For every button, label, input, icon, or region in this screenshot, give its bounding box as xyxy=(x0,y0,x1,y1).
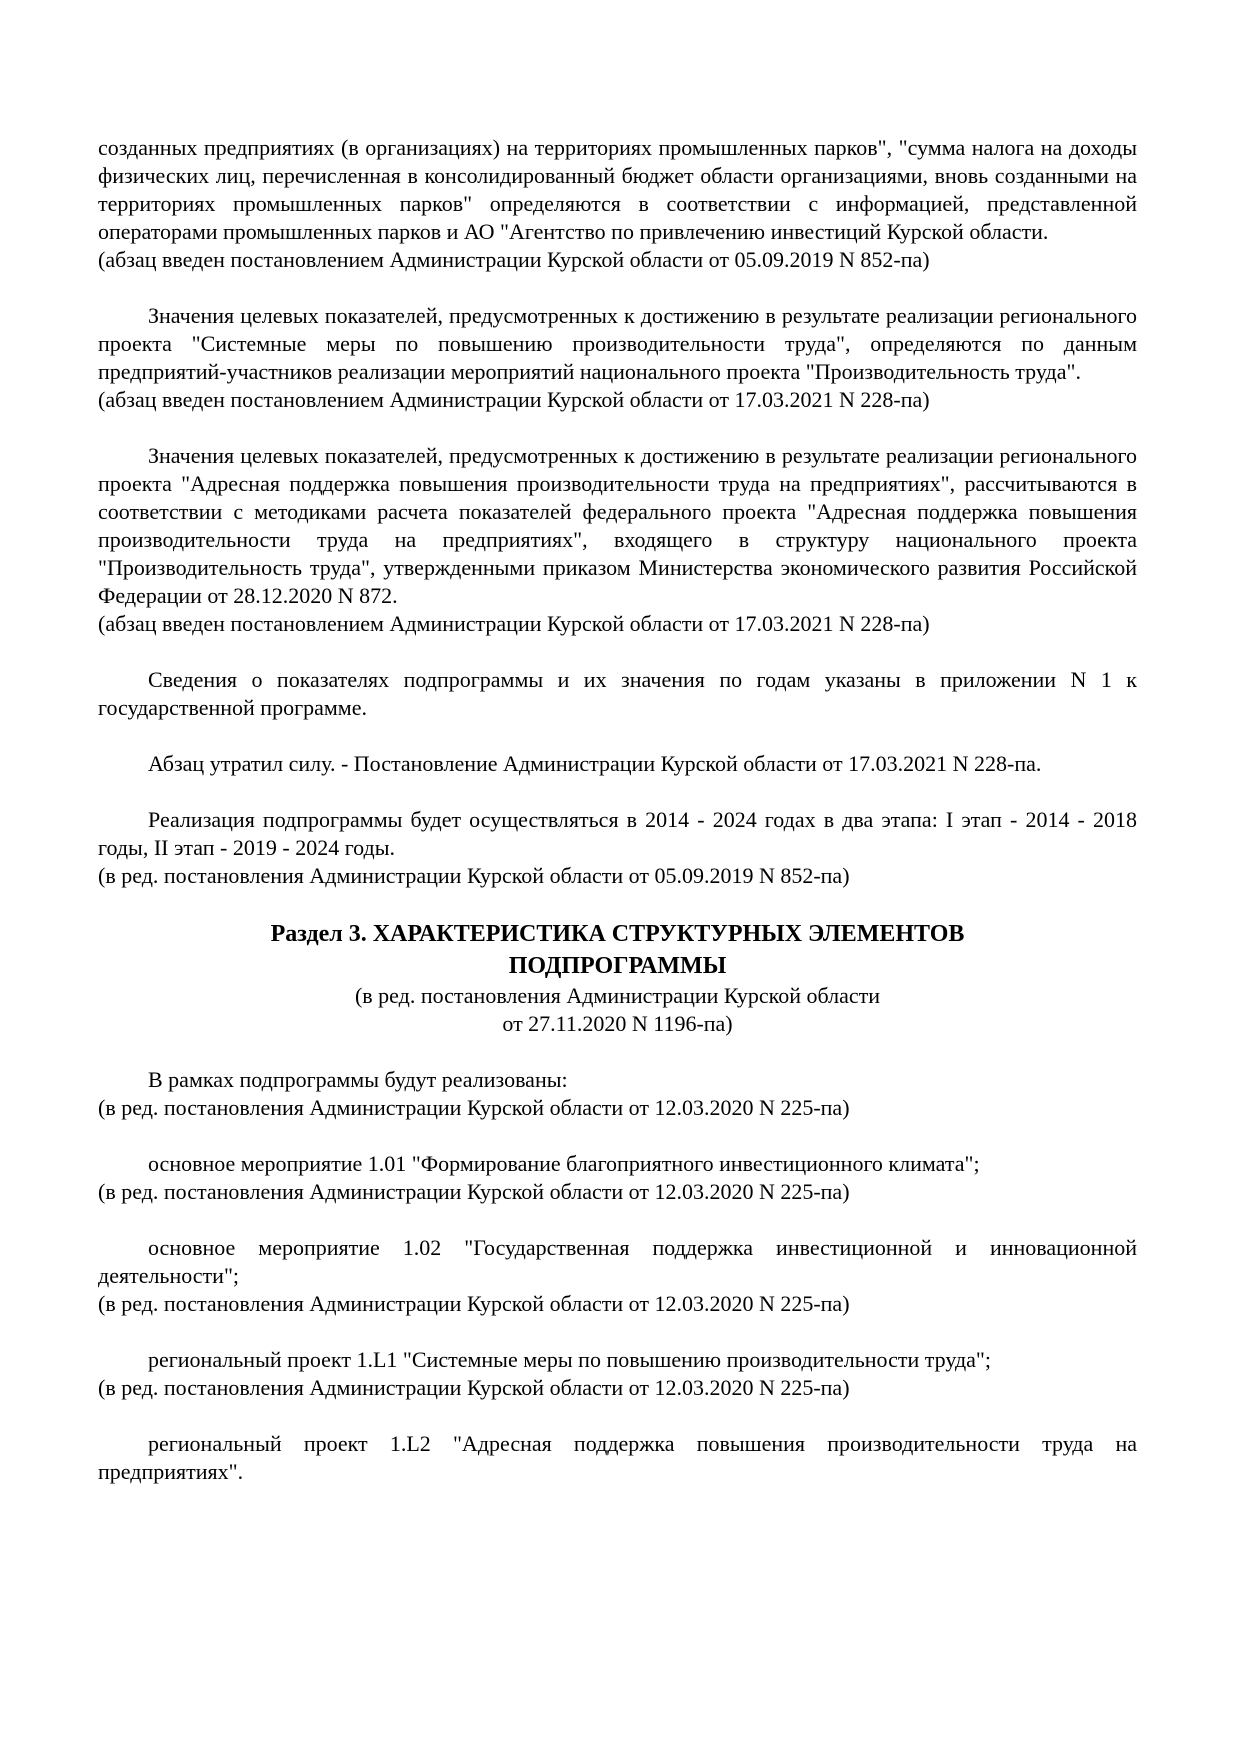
paragraph-group xyxy=(98,806,1137,890)
paragraph-group xyxy=(98,1430,1137,1486)
paragraph: Сведения о показателях подпрограммы и их значения по годам указаны в приложении N 1 к государственной программе. xyxy=(98,667,1137,720)
paragraph: региональный проект 1.L2 "Адресная поддержка повышения производительности труда на предприятиях". xyxy=(98,1431,1137,1484)
paragraph: Абзац утратил силу. - Постановление Администрации Курской области от 17.03.2021 N 228-па. xyxy=(148,751,1042,776)
paragraph: региональный проект 1.L1 "Системные меры по повышению производительности труда"; xyxy=(148,1347,992,1372)
paragraph-group xyxy=(98,302,1137,414)
amendment-note: (в ред. постановления Администрации Курской области от 12.03.2020 N 225-па) xyxy=(98,1375,850,1400)
paragraph: основное мероприятие 1.01 "Формирование благоприятного инвестиционного климата"; xyxy=(148,1151,980,1176)
paragraph: Значения целевых показателей, предусмотренных к достижению в результате реализации регионального проекта "Адресная поддержка повышения производительности труда на предприятиях", рассчитываются в соответствии с методиками расчета показателей федерального проекта "Адресная поддержка повышения производительности труда на предприятиях", входящего в структуру национального проекта "Производительность труда", утвержденными приказом Министерства экономического развития Российской Федерации от 28.12.2020 N 872. xyxy=(98,443,1137,608)
amendment-note: (в ред. постановления Администрации Курской области от 12.03.2020 N 225-па) xyxy=(98,1179,850,1204)
amendment-note: (абзац введен постановлением Администрации Курской области от 17.03.2021 N 228-па) xyxy=(98,387,930,412)
amendment-note-centered-line: от 27.11.2020 N 1196-па) xyxy=(502,1011,733,1036)
section-heading-line: Раздел 3. ХАРАКТЕРИСТИКА СТРУКТУРНЫХ ЭЛЕМЕНТОВ xyxy=(270,921,965,947)
paragraph-group xyxy=(98,134,1137,274)
paragraph: основное мероприятие 1.02 "Государственная поддержка инвестиционной и инновационной деятельности"; xyxy=(98,1235,1137,1288)
amendment-note: (абзац введен постановлением Администрации Курской области от 17.03.2021 N 228-па) xyxy=(98,611,930,636)
section-heading-line: ПОДПРОГРАММЫ xyxy=(508,953,727,979)
amendment-note: (абзац введен постановлением Администрации Курской области от 05.09.2019 N 852-па) xyxy=(98,247,930,272)
paragraph-group xyxy=(98,750,1137,778)
paragraph-group xyxy=(98,1346,1137,1402)
document-content xyxy=(98,134,1137,1486)
paragraph: Значения целевых показателей, предусмотренных к достижению в результате реализации регионального проекта "Системные меры по повышению производительности труда", определяются по данным предприятий-участников реализации мероприятий национального проекта "Производительность труда". xyxy=(98,303,1137,384)
paragraph-group xyxy=(98,1150,1137,1206)
paragraph: созданных предприятиях (в организациях) на территориях промышленных парков", "сумма налога на доходы физических лиц, перечисленная в консолидированный бюджет области организациями, вновь созданными на территориях промышленных парков" определяются в соответствии с информацией, представленной операторами промышленных парков и АО "Агентство по привлечению инвестиций Курской области. xyxy=(98,135,1137,244)
paragraph-group xyxy=(98,1066,1137,1122)
paragraph: В рамках подпрограммы будут реализованы: xyxy=(148,1067,568,1092)
amendment-note: (в ред. постановления Администрации Курской области от 12.03.2020 N 225-па) xyxy=(98,1291,850,1316)
paragraph-group xyxy=(98,918,1137,1038)
paragraph-group xyxy=(98,1234,1137,1318)
amendment-note: (в ред. постановления Администрации Курской области от 05.09.2019 N 852-па) xyxy=(98,863,850,888)
paragraph-group xyxy=(98,442,1137,638)
amendment-note: (в ред. постановления Администрации Курской области от 12.03.2020 N 225-па) xyxy=(98,1095,850,1120)
paragraph-group xyxy=(98,666,1137,722)
amendment-note-centered-line: (в ред. постановления Администрации Курской области xyxy=(354,983,881,1008)
paragraph: Реализация подпрограммы будет осуществляться в 2014 - 2024 годах в два этапа: I этап - 2014 - 2018 годы, II этап - 2019 - 2024 годы. xyxy=(98,807,1137,860)
